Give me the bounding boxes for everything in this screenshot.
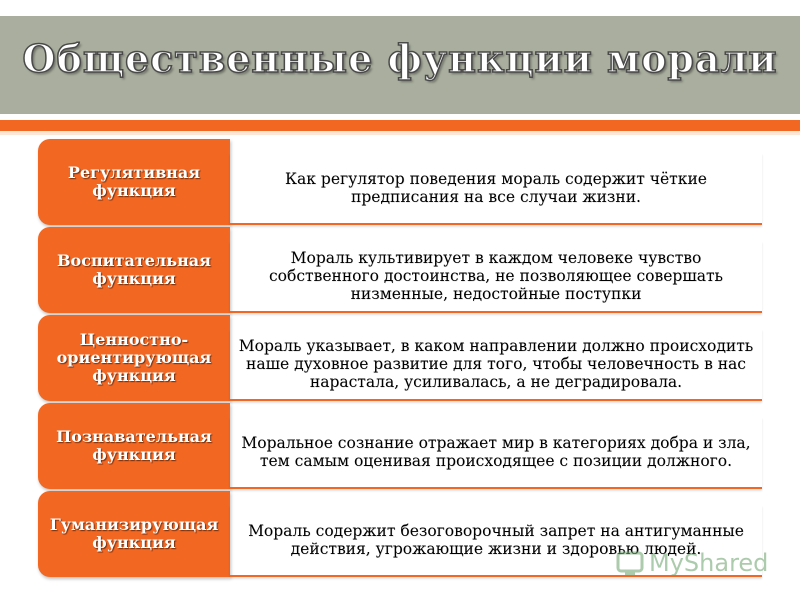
- slide-title: Общественные функции морали: [22, 36, 778, 81]
- function-description-box: [230, 241, 762, 313]
- function-row-educational: [0, 227, 800, 315]
- function-description-box: [230, 417, 762, 489]
- function-description: Мораль культивирует в каждом человеке чувство собственного достоинства, не позволяющее совершать низменные, недостойные поступки: [269, 249, 723, 303]
- function-label-box: [38, 315, 230, 401]
- function-row-cognitive: [0, 403, 800, 491]
- function-label-box: [38, 403, 230, 489]
- function-label-box: [38, 139, 230, 225]
- watermark-text: MyShared: [649, 549, 769, 577]
- function-label: Познавательная функция: [56, 427, 212, 464]
- function-label-box: [38, 227, 230, 313]
- function-label: Регулятивная функция: [67, 163, 201, 200]
- function-label: Ценностно-ориентирующая функция: [56, 330, 212, 385]
- watermark: [615, 548, 768, 578]
- function-label: Воспитательная функция: [57, 251, 211, 288]
- function-description: Как регулятор поведения мораль содержит чёткие предписания на все случаи жизни.: [285, 170, 707, 206]
- function-description-box: [230, 153, 762, 225]
- function-description-box: [230, 329, 762, 401]
- function-description: Мораль указывает, в каком направлении должно происходить наше духовное развитие для того, чтобы человечность в нас нарастала, усиливалась, а не деградировала.: [238, 337, 754, 391]
- myshared-logo-icon: [615, 549, 645, 577]
- function-description: Мораль содержит безоговорочный запрет на антигуманные действия, угрожающие жизни и здоровью людей.: [248, 522, 744, 558]
- function-label-box: [38, 491, 230, 577]
- function-row-value-orienting: [0, 315, 800, 403]
- function-description: Моральное сознание отражает мир в категориях добра и зла, тем самым оценивая происходящее с позиции должного.: [241, 434, 751, 470]
- function-row-regulatory: [0, 139, 800, 227]
- function-label: Гуманизирующая функция: [49, 515, 219, 552]
